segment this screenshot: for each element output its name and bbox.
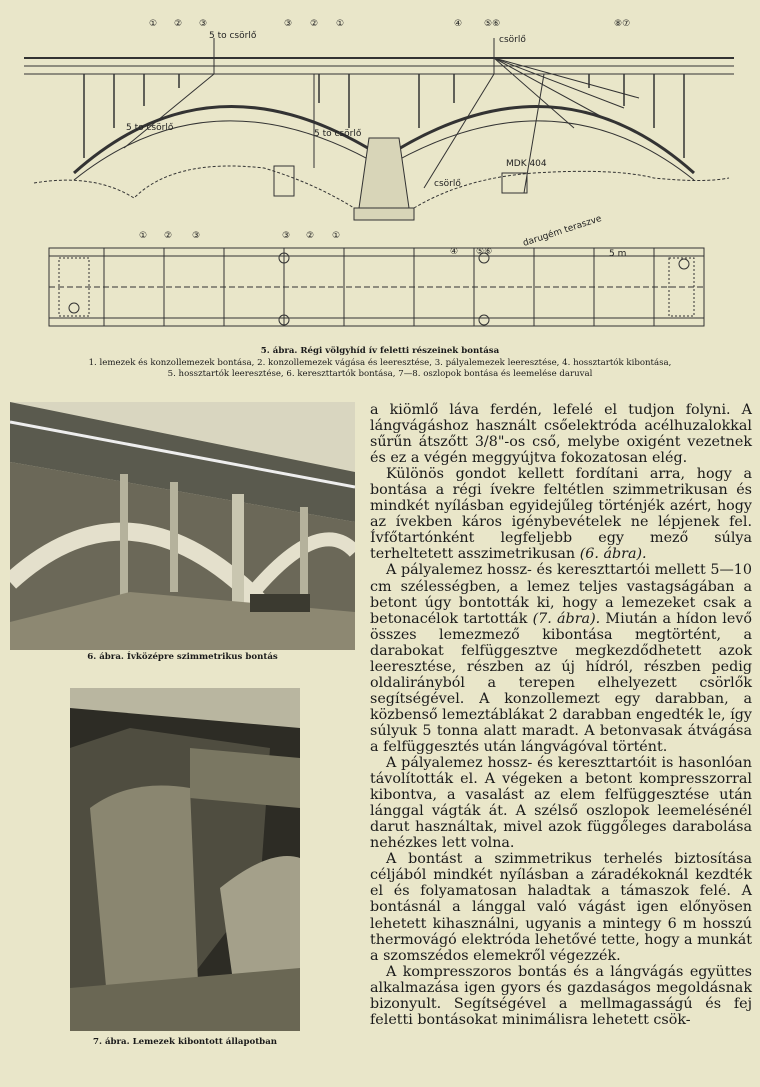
paragraph-3-text-b: Miután a hídon levő összes lemezmező kibontása megtörtént, a darabokat felfüggesztve megkezdődhetett azok leeresztése, részben az új hídról, részben pedig oldalirányból a terepen elhelyezett csörlők segítségével. A konzollemezt egy darabban, a közbenső lemeztáblákat 2 darabban engedték le, így súlyuk 5 tonna alatt maradt. A betonvasak átvágása a felfüggesztés után lángvágóval történt.: [370, 610, 752, 755]
label-plan-n56: ⑤⑥: [476, 247, 493, 257]
paragraph-6: A kompresszoros bontás és a lángvágás együttes alkalmazása igen gyors és gazdaságos megoldásnak bizonyult. Segítségével a mellmagasságú és fej feletti bontásokat minimálisra lehetett csök-: [370, 963, 752, 1028]
paragraph-3: [370, 562, 752, 755]
paragraph-5: A bontást a szimmetrikus terhelés biztosítása céljából mindkét nyílásban a záradékoknál kezdték el és folyamatosan haladtak a támaszok felé. A bontásnál a lánggal való vágást igen előnyösen lehetett kihasználni, ugyanis a mintegy 6 m hosszú thermovágó elektróda lehetővé tette, hogy a munkát a szomszédos elemekről végezzék.: [370, 851, 752, 964]
label-n1: ①: [149, 19, 158, 29]
label-plan-n4: ④: [450, 247, 459, 257]
figure7-caption: 7. ábra. Lemezek kibontott állapotban: [92, 1037, 278, 1047]
label-track: darugém teraszve: [521, 213, 603, 249]
photo-arch-bridge-demolition: [10, 402, 355, 650]
figure7-reference: (7. ábra).: [532, 610, 601, 627]
figure5-caption-line2: 5. hossztartók leeresztése, 6. kereszttartók bontása, 7—8. oszlopok bontása és leemelése daruval: [167, 369, 593, 379]
label-hoist4: 5 to csörlő: [314, 129, 362, 139]
label-n3: ③: [199, 19, 208, 29]
label-n2: ②: [174, 19, 183, 29]
label-hoist3: 5 to csörlő: [126, 123, 174, 133]
label-plan-n3: ③: [192, 231, 201, 241]
label-plan-n2: ②: [164, 231, 173, 241]
label-n56: ⑤⑥: [484, 19, 501, 29]
label-hoist1: 5 to csörlő: [209, 31, 257, 41]
label-n3b: ③: [284, 19, 293, 29]
label-plan-n1b: ①: [332, 231, 341, 241]
article-body: [370, 402, 752, 1028]
figure6-reference: (6. ábra).: [579, 546, 647, 563]
label-n1b: ①: [336, 19, 345, 29]
paragraph-2: [370, 466, 752, 562]
label-scale: 5 m: [609, 249, 627, 259]
figure5-caption-title: 5. ábra. Régi völgyhíd ív feletti részeinek bontása: [260, 346, 500, 356]
label-plan-n2b: ②: [306, 231, 315, 241]
figure5-caption-line1: 1. lemezek és konzollemezek bontása, 2. konzollemezek vágása és leeresztése, 3. pályalemezek leeresztése, 4. hossztartók kibontása,: [88, 357, 672, 368]
label-plan-n1: ①: [139, 231, 148, 241]
paragraph-1: a kiömlő láva ferdén, lefelé el tudjon folyni. A lángvágáshoz használt csőelektróda acélhuzalokkal sűrűn átszőtt 3/8"-os cső, melybe oxigént vezetnek és ez a végén meggyújtva fokozatosan elég.: [370, 402, 752, 467]
paragraph-4: A pályalemez hossz- és kereszttartóit is hasonlóan távolították el. A végeken a betont kompresszorral kibontva, a vasalást az elem felfüggesztése után lánggal vágták át. A szélső oszlopok leemelésénél darut használtak, mivel azok függőleges darabolása nehézkes lett volna.: [370, 755, 752, 852]
paragraph-2-text: Különös gondot kellett fordítani arra, hogy a bontása a régi ívekre feltétlen szimmetrikusan és mindkét nyílásban egyidejűleg történjék azért, hogy az ívekben káros igénybevételek ne lépjenek fel. Ívfőtartónként legfeljebb egy mező súlya terheltetett asszimetrikusan: [370, 466, 752, 563]
label-crane: MDK 404: [506, 159, 547, 169]
label-n2b: ②: [310, 19, 319, 29]
label-hoist2: csörlő: [499, 35, 526, 45]
label-n87: ⑧⑦: [614, 19, 631, 29]
bridge-demolition-drawing: [14, 8, 744, 348]
label-plan-n3b: ③: [282, 231, 291, 241]
figure6-caption: 6. ábra. Ívközépre szimmetrikus bontás: [87, 652, 278, 662]
label-hoist5: csörlő: [434, 179, 461, 189]
photo-slabs-removed: [70, 688, 300, 1031]
label-n4: ④: [454, 19, 463, 29]
paragraph-3-text-a: A pályalemez hossz- és kereszttartói mellett 5—10 cm szélességben, a lemez teljes vastagságában a betont úgy bontották ki, hogy a lemezeket csak a betonacélok tartották: [370, 562, 752, 627]
figure5-caption: [10, 346, 750, 381]
